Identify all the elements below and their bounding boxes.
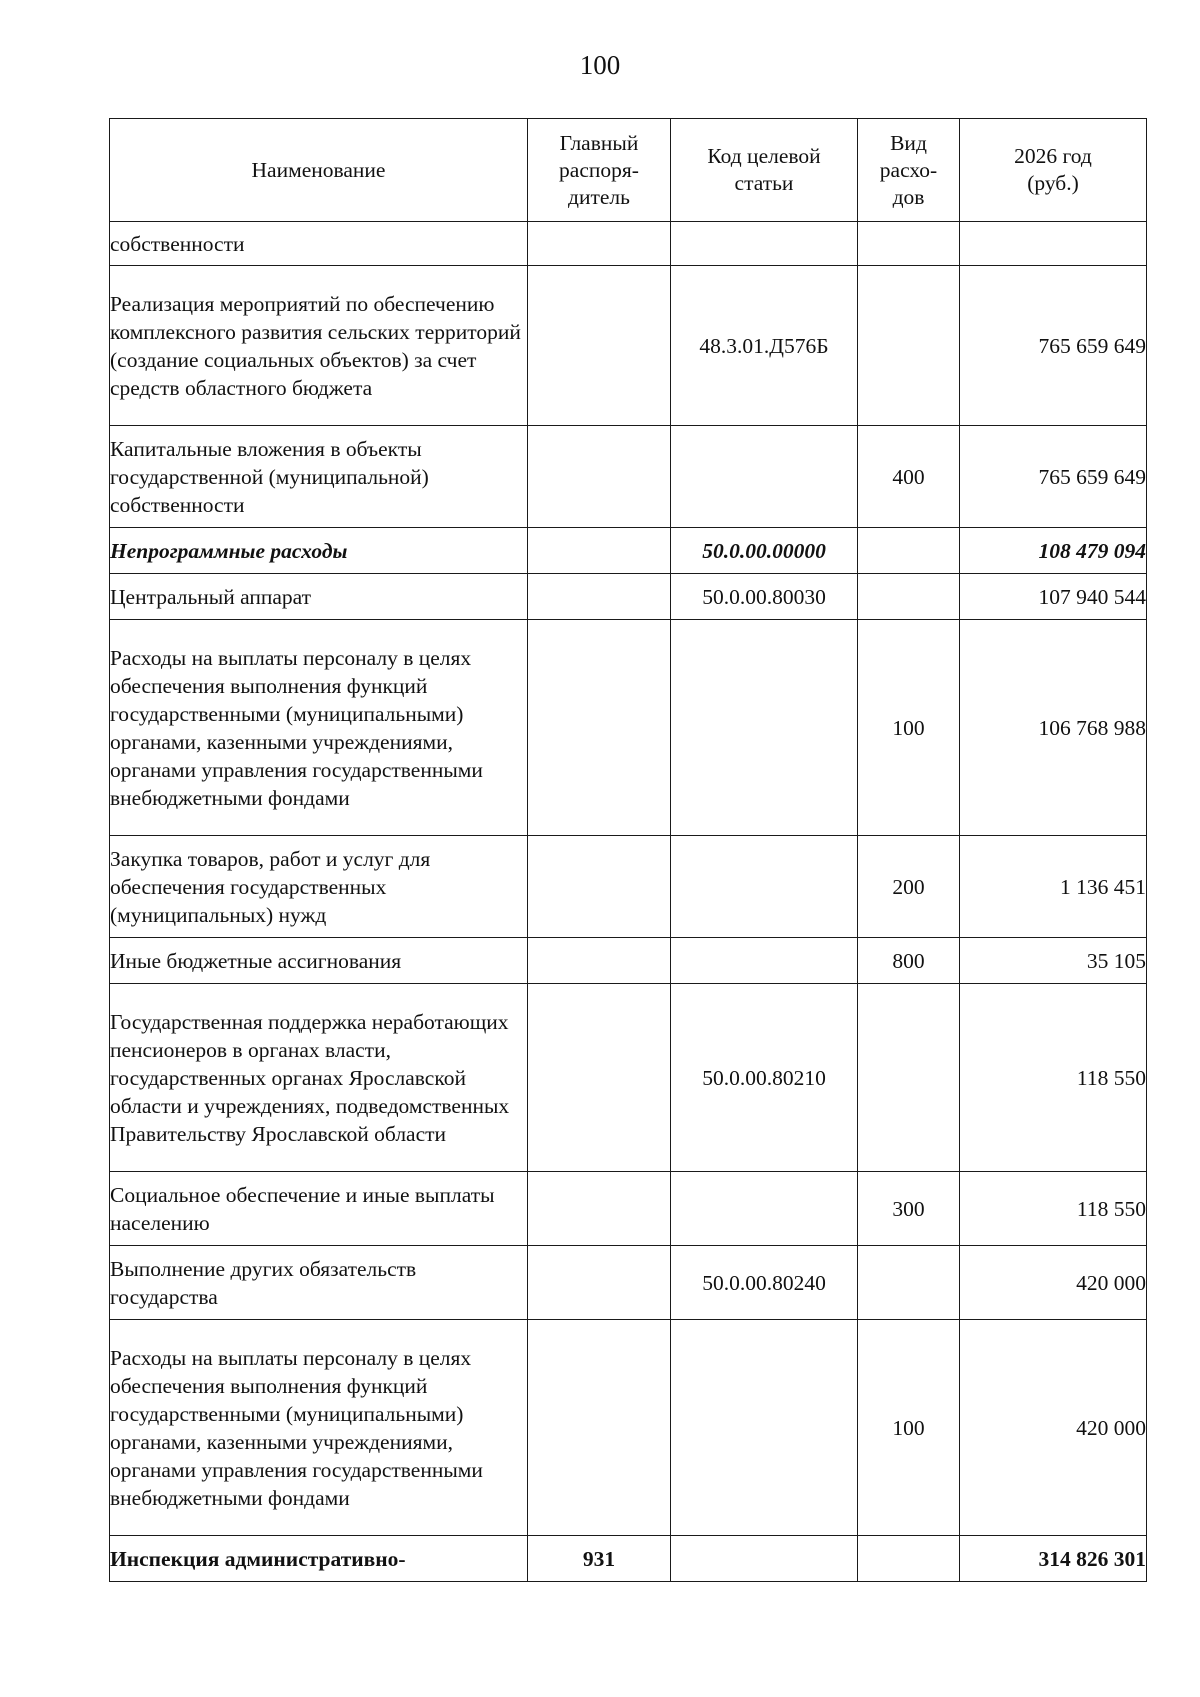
budget-table [109,118,1147,1582]
row-target-code-cell [671,1536,858,1582]
table-row [110,426,1147,528]
row-expense-type-cell: 800 [858,938,960,984]
row-amount-cell: 314 826 301 [960,1536,1147,1582]
row-amount-cell: 35 105 [960,938,1147,984]
row-expense-type-cell: 200 [858,836,960,938]
table-header-row [110,119,1147,222]
row-manager-cell: 931 [528,1536,671,1582]
row-manager-cell [528,1172,671,1246]
table-row [110,938,1147,984]
table-row [110,984,1147,1172]
row-manager-cell [528,426,671,528]
row-target-code-cell [671,1320,858,1536]
row-manager-cell [528,836,671,938]
table-row [110,836,1147,938]
row-expense-type-cell [858,984,960,1172]
row-name-cell: Реализация мероприятий по обеспечению комплексного развития сельских территорий (создание социальных объектов) за счет средств областного бюджета [110,266,528,426]
header-expense-type: Вид расхо-дов [858,119,960,222]
header-name: Наименование [110,119,528,222]
table-row [110,1320,1147,1536]
table-row [110,1536,1147,1582]
row-expense-type-cell [858,528,960,574]
row-manager-cell [528,938,671,984]
row-name-cell: Социальное обеспечение и иные выплаты населению [110,1172,528,1246]
row-name-cell: Капитальные вложения в объекты государственной (муниципальной) собственности [110,426,528,528]
row-expense-type-cell [858,574,960,620]
row-amount-cell: 108 479 094 [960,528,1147,574]
row-name-cell: Иные бюджетные ассигнования [110,938,528,984]
row-target-code-cell: 50.0.00.80030 [671,574,858,620]
table-row [110,528,1147,574]
table-row [110,1172,1147,1246]
row-amount-cell: 765 659 649 [960,266,1147,426]
row-target-code-cell [671,620,858,836]
table-row [110,222,1147,266]
row-amount-cell: 765 659 649 [960,426,1147,528]
row-expense-type-cell [858,222,960,266]
row-target-code-cell: 50.0.00.80240 [671,1246,858,1320]
row-expense-type-cell: 300 [858,1172,960,1246]
row-amount-cell [960,222,1147,266]
row-name-cell: Закупка товаров, работ и услуг для обеспечения государственных (муниципальных) нужд [110,836,528,938]
row-target-code-cell: 50.0.00.80210 [671,984,858,1172]
row-manager-cell [528,574,671,620]
table-row [110,266,1147,426]
row-amount-cell: 106 768 988 [960,620,1147,836]
table-row [110,1246,1147,1320]
row-target-code-cell [671,836,858,938]
row-target-code-cell: 50.0.00.00000 [671,528,858,574]
row-amount-cell: 118 550 [960,984,1147,1172]
row-name-cell: Инспекция административно- [110,1536,528,1582]
row-name-cell: Непрограммные расходы [110,528,528,574]
row-expense-type-cell: 100 [858,1320,960,1536]
row-manager-cell [528,266,671,426]
row-target-code-cell [671,426,858,528]
row-manager-cell [528,222,671,266]
row-expense-type-cell [858,1246,960,1320]
row-target-code-cell [671,1172,858,1246]
row-expense-type-cell [858,1536,960,1582]
table-row [110,574,1147,620]
row-amount-cell: 118 550 [960,1172,1147,1246]
row-manager-cell [528,620,671,836]
table-row [110,620,1147,836]
row-name-cell: Расходы на выплаты персоналу в целях обеспечения выполнения функций государственными (муниципальными) органами, казенными учреждениями, органами управления государственными внебюджетными фондами [110,620,528,836]
header-year-amount: 2026 год (руб.) [960,119,1147,222]
header-manager: Главный распоря-дитель [528,119,671,222]
row-target-code-cell [671,938,858,984]
row-amount-cell: 1 136 451 [960,836,1147,938]
row-amount-cell: 420 000 [960,1246,1147,1320]
row-name-cell: Выполнение других обязательств государства [110,1246,528,1320]
row-expense-type-cell: 100 [858,620,960,836]
row-target-code-cell [671,222,858,266]
row-name-cell: Расходы на выплаты персоналу в целях обеспечения выполнения функций государственными (муниципальными) органами, казенными учреждениями, органами управления государственными внебюджетными фондами [110,1320,528,1536]
row-expense-type-cell [858,266,960,426]
header-target-code: Код целевой статьи [671,119,858,222]
page-number: 100 [579,50,621,80]
row-amount-cell: 420 000 [960,1320,1147,1536]
row-manager-cell [528,528,671,574]
row-name-cell: Центральный аппарат [110,574,528,620]
row-name-cell: собственности [110,222,528,266]
row-expense-type-cell: 400 [858,426,960,528]
row-amount-cell: 107 940 544 [960,574,1147,620]
row-manager-cell [528,1246,671,1320]
row-manager-cell [528,984,671,1172]
row-manager-cell [528,1320,671,1536]
row-target-code-cell: 48.3.01.Д576Б [671,266,858,426]
row-name-cell: Государственная поддержка неработающих пенсионеров в органах власти, государственных органах Ярославской области и учреждениях, подведомственных Правительству Ярославской области [110,984,528,1172]
